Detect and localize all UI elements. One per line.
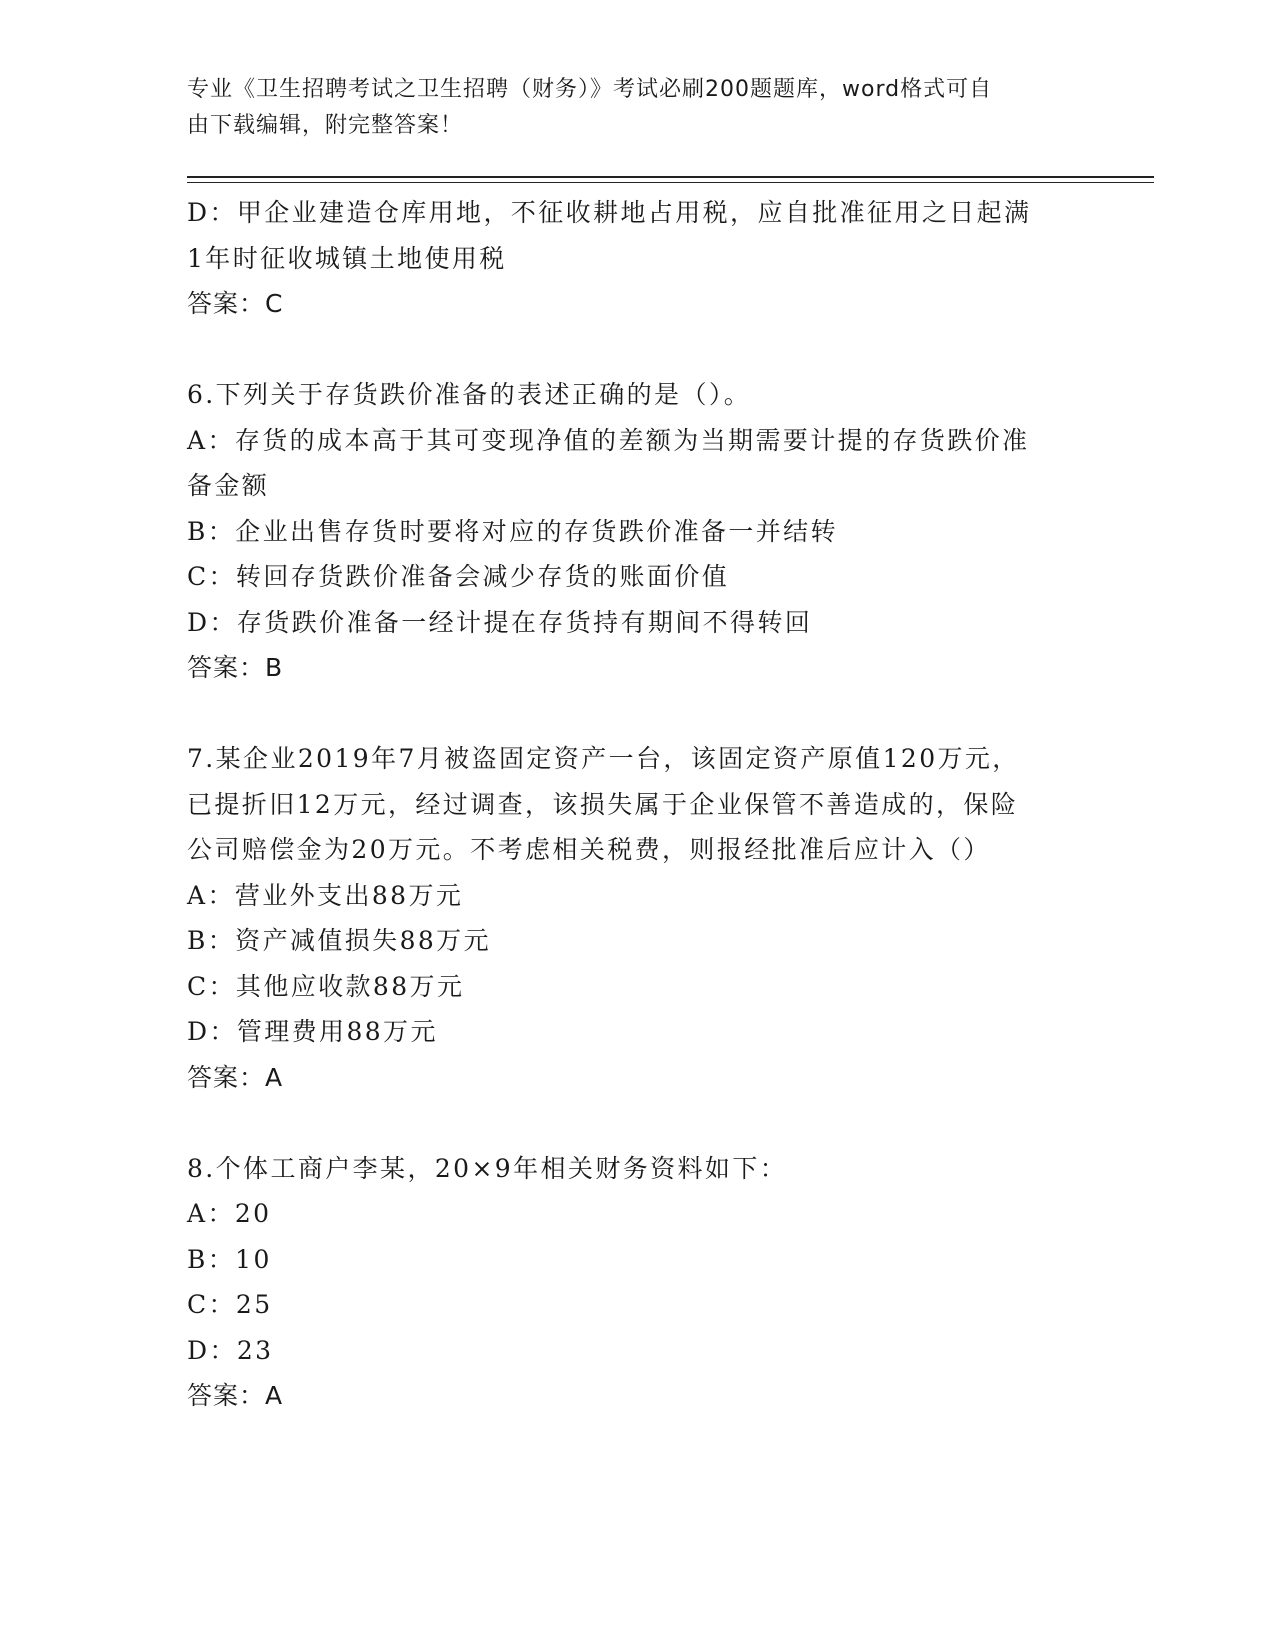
question-5-tail bbox=[187, 190, 1077, 327]
header-rule-thin bbox=[187, 182, 1154, 183]
header-line: 专业《卫生招聘考试之卫生招聘（财务）》考试必刷200题题库，word格式可自 bbox=[187, 77, 993, 102]
answer: 答案：B bbox=[187, 653, 284, 682]
option-c: C：转回存货跌价准备会减少存货的账面价值 bbox=[187, 562, 730, 591]
header-line: 由下载编辑，附完整答案！ bbox=[187, 113, 464, 138]
option-d: D：管理费用88万元 bbox=[187, 1017, 438, 1046]
question-8 bbox=[187, 1146, 1077, 1419]
option-c: C：其他应收款88万元 bbox=[187, 971, 465, 1001]
answer: 答案：A bbox=[187, 1381, 284, 1410]
question-7 bbox=[187, 736, 1077, 1100]
question-6 bbox=[187, 372, 1077, 691]
question-stem: 公司赔偿金为20万元。不考虑相关税费，则报经批准后应计入（） bbox=[187, 835, 991, 864]
question-stem: 8.个体工商户李某，20×9年相关财务资料如下： bbox=[187, 1153, 788, 1183]
option-d: D：存货跌价准备一经计提在存货持有期间不得转回 bbox=[187, 607, 813, 637]
option-a: A：营业外支出88万元 bbox=[187, 880, 464, 910]
option-d: D：23 bbox=[187, 1335, 274, 1365]
option-c: C：25 bbox=[187, 1290, 273, 1319]
question-stem: 已提折旧12万元，经过调查，该损失属于企业保管不善造成的，保险 bbox=[187, 789, 1019, 819]
answer: 答案：A bbox=[187, 1062, 284, 1092]
option-a: A：存货的成本高于其可变现净值的差额为当期需要计提的存货跌价准 bbox=[187, 425, 1030, 455]
option-d: 1年时征收城镇土地使用税 bbox=[187, 243, 507, 273]
document-header bbox=[187, 72, 1067, 144]
document-body bbox=[187, 190, 1077, 1419]
question-stem: 7.某企业2019年7月被盗固定资产一台，该固定资产原值120万元， bbox=[187, 744, 1020, 773]
option-a: A：20 bbox=[187, 1199, 272, 1228]
option-b: B：资产减值损失88万元 bbox=[187, 926, 491, 955]
option-d: D：甲企业建造仓库用地，不征收耕地占用税，应自批准征用之日起满 bbox=[187, 198, 1032, 227]
question-stem: 6.下列关于存货跌价准备的表述正确的是（）。 bbox=[187, 380, 752, 409]
option-b: B：10 bbox=[187, 1244, 272, 1274]
header-rule bbox=[187, 176, 1154, 178]
answer: 答案：C bbox=[187, 289, 284, 318]
option-a: 备金额 bbox=[187, 471, 270, 500]
option-b: B：企业出售存货时要将对应的存货跌价准备一并结转 bbox=[187, 516, 838, 546]
